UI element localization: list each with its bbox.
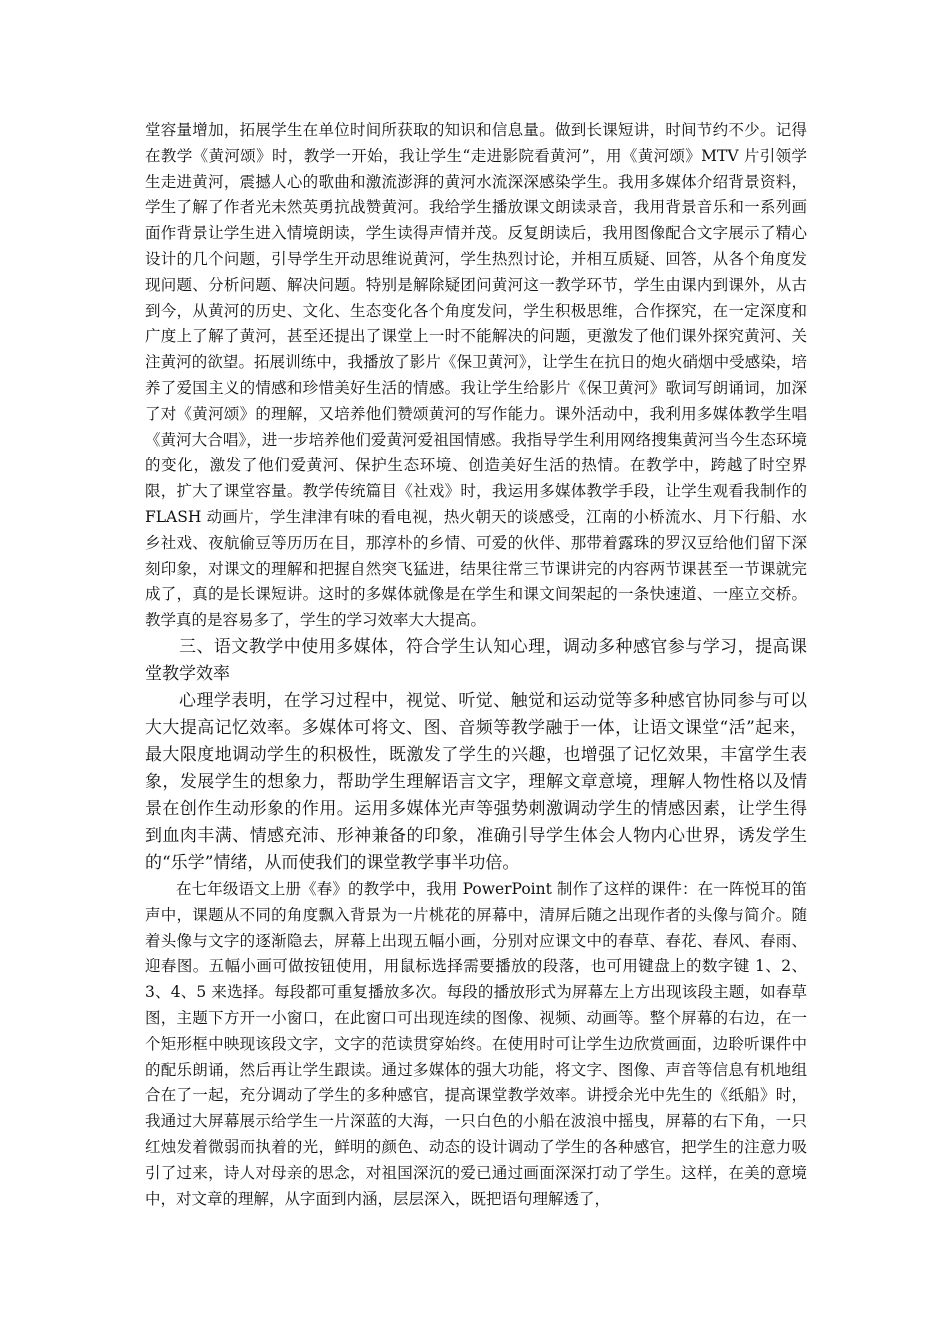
body-paragraph-1: 堂容量增加，拓展学生在单位时间所获取的知识和信息量。做到长课短讲，时间节约不少。记得在教学《黄河颂》时，教学一开始，我让学生“走进影院看黄河”，用《黄河颂》MTV 片引领学生走进黄河，震撼人心的歌曲和激流澎湃的黄河水流深深感染学生。我用多媒体介绍背景资料，学生了解了作者光未然英勇抗战赞黄河。我给学生播放课文朗读录音，我用背景音乐和一系列画面作背景让学生进入情境朗读，学生读得声情并茂。反复朗读后，我用图像配合文字展示了精心设计的几个问题，引导学生开动思维说黄河，学生热烈讨论，并相互质疑、回答，从各个角度发现问题、分析问题、解决问题。特别是解除疑团问黄河这一教学环节，学生由课内到课外，从古到今，从黄河的历史、文化、生态变化各个角度发问，学生积极思维，合作探究，在一定深度和广度上了解了黄河，甚至还提出了课堂上一时不能解决的问题，更激发了他们课外探究黄河、关注黄河的欲望。拓展训练中，我播放了影片《保卫黄河》，让学生在抗日的炮火硝烟中受感染，培养了爱国主义的情感和珍惜美好生活的情感。我让学生给影片《保卫黄河》歌词写朗诵词，加深了对《黄河颂》的理解，又培养他们赞颂黄河的写作能力。课外活动中，我利用多媒体教学生唱《黄河大合唱》，进一步培养他们爱黄河爱祖国情感。我指导学生利用网络搜集黄河当今生态环境的变化，激发了他们爱黄河、保护生态环境、创造美好生活的热情。在教学中，跨越了时空界限，扩大了课堂容量。教学传统篇目《社戏》时，我运用多媒体教学手段，让学生观看我制作的 FLASH 动画片，学生津津有味的看电视，热火朝天的谈感受，江南的小桥流水、月下行船、水乡社戏、夜航偷豆等历历在目，那淳朴的乡情、可爱的伙伴、那带着露珠的罗汉豆给他们留下深刻印象，对课文的理解和把握自然突飞猛进，结果往常三节课讲完的内容两节课甚至一节课就完成了，真的是长课短讲。这时的多媒体就像是在学生和课文间架起的一条快速道、一座立交桥。教学真的是容易多了，学生的学习效率大大提高。 xyxy=(145,121,807,630)
document-page xyxy=(145,118,807,1212)
body-paragraph-2: 心理学表明，在学习过程中，视觉、听觉、触觉和运动觉等多种感官协同参与可以大大提高记忆效率。多媒体可将文、图、音频等教学融于一体，让语文课堂“活”起来，最大限度地调动学生的积极性，既激发了学生的兴趣，也增强了记忆效果，丰富学生表象，发展学生的想象力，帮助学生理解语言文字，理解文章意境，理解人物性格以及情景在创作生动形象的作用。运用多媒体光声等强势刺激调动学生的情感因素，让学生得到血肉丰满、情感充沛、形神兼备的印象，准确引导学生体会人物内心世界，诱发学生的“乐学”情绪，从而使我们的课堂教学事半功倍。 xyxy=(145,690,807,873)
section-heading-3: 三、语文教学中使用多媒体，符合学生认知心理，调动多种感官参与学习，提高课堂教学效率 xyxy=(145,636,807,684)
body-paragraph-3: 在七年级语文上册《春》的教学中，我用 PowerPoint 制作了这样的课件：在一阵悦耳的笛声中，课题从不同的角度飘入背景为一片桃花的屏幕中，清屏后随之出现作者的头像与简介。随着头像与文字的逐渐隐去，屏幕上出现五幅小画，分别对应课文中的春草、春花、春风、春雨、迎春图。五幅小画可做按钮使用，用鼠标选择需要播放的段落，也可用键盘上的数字键 1、2、3、4、5 来选择。每段都可重复播放多次。每段的播放形式为屏幕左上方出现该段主题，如春草图，主题下方开一小窗口，在此窗口可出现连续的图像、视频、动画等。整个屏幕的右边，在一个矩形框中映现该段文字，文字的范读贯穿始终。在使用时可让学生边欣赏画面，边聆听课件中的配乐朗诵，然后再让学生跟读。通过多媒体的强大功能，将文字、图像、声音等信息有机地组合在了一起，充分调动了学生的多种感官，提高课堂教学效率。讲授余光中先生的《纸船》时，我通过大屏幕展示给学生一片深蓝的大海，一只白色的小船在波浪中摇曳，屏幕的右下角，一只红烛发着微弱而执着的光，鲜明的颜色、动态的设计调动了学生的各种感官，把学生的注意力吸引了过来，诗人对母亲的思念，对祖国深沉的爱已通过画面深深打动了学生。这样，在美的意境中，对文章的理解，从字面到内涵，层层深入，既把语句理解透了， xyxy=(145,879,807,1208)
